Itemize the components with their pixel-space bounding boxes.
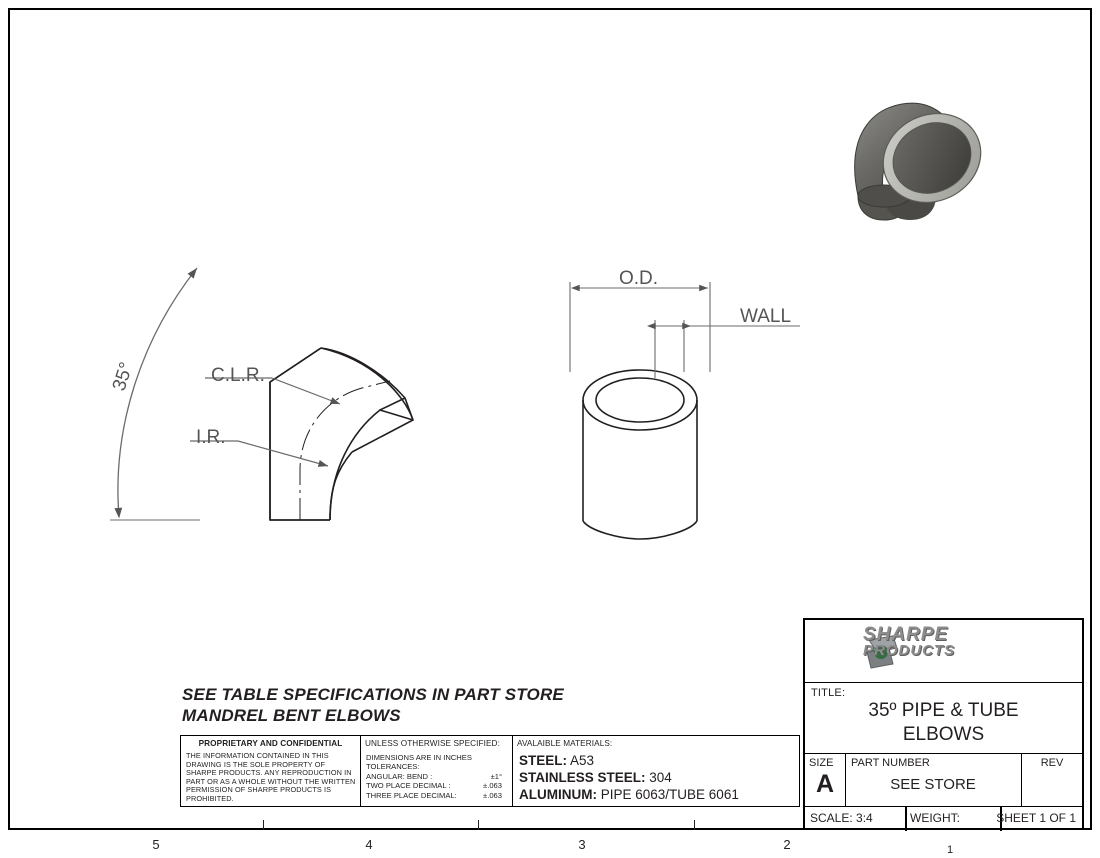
tolerance-label: ANGULAR: BEND : <box>366 771 433 781</box>
material-value: A53 <box>570 753 595 768</box>
tolerance-units: DIMENSIONS ARE IN INCHES <box>366 753 472 762</box>
weight-label: WEIGHT: <box>910 811 960 825</box>
material-label: STEEL: <box>519 753 568 768</box>
part-number-row <box>805 754 1082 807</box>
wall-label: WALL <box>740 306 792 327</box>
zone-label-4: 4 <box>365 837 373 852</box>
material-row <box>519 786 799 803</box>
tolerance-value: ±.063 <box>483 790 502 800</box>
zone-label-5: 5 <box>152 837 160 852</box>
rev-label: REV <box>1040 757 1064 769</box>
title-label: TITLE: <box>811 687 846 699</box>
ir-label: I.R. <box>196 427 226 448</box>
tolerance-row <box>366 772 508 781</box>
zone-label-2: 2 <box>783 837 791 852</box>
size-value: A <box>815 770 835 798</box>
specifications-heading-line2: MANDREL BENT ELBOWS <box>182 706 401 725</box>
logo-row <box>805 620 1082 683</box>
proprietary-column <box>181 736 361 806</box>
tolerance-label: THREE PLACE DECIMAL: <box>366 790 457 800</box>
material-label: STAINLESS STEEL: <box>519 770 646 785</box>
scale-value: SCALE: 3:4 <box>810 811 873 825</box>
material-row <box>519 769 799 786</box>
zone-label-1: 1 <box>946 844 954 856</box>
part-number-label: PART NUMBER <box>851 757 930 769</box>
od-label: O.D. <box>619 268 659 289</box>
clr-label: C.L.R. <box>211 365 265 386</box>
tolerance-title: TOLERANCES: <box>366 762 420 772</box>
tolerance-label: TWO PLACE DECIMAL : <box>366 781 451 791</box>
materials-heading: AVALAIBLE MATERIALS: <box>517 739 613 748</box>
tolerances-column <box>361 736 513 806</box>
scale-row <box>805 807 1082 831</box>
logo-text-line2: PRODUCTS <box>863 642 956 659</box>
part-number-value: SEE STORE <box>890 776 976 793</box>
tolerance-value: ±1° <box>490 771 502 781</box>
material-label: ALUMINUM: <box>519 787 597 802</box>
specifications-heading <box>182 684 564 726</box>
part-number-cell <box>845 754 1022 806</box>
angle-dimension-label: 35° <box>108 359 138 394</box>
materials-column <box>513 736 799 806</box>
size-cell <box>805 754 846 806</box>
sheet-number: SHEET 1 OF 1 <box>996 811 1076 825</box>
drawing-title-line1: 35º PIPE & TUBE <box>868 700 1019 721</box>
logo-text-line1: SHARPE <box>863 624 949 645</box>
material-row <box>519 752 799 769</box>
title-row <box>805 683 1082 754</box>
size-label: SIZE <box>809 757 834 769</box>
zone-label-3: 3 <box>578 837 586 852</box>
tolerance-row <box>366 791 508 800</box>
material-value: 304 <box>649 770 672 785</box>
title-block <box>803 618 1084 830</box>
tolerances-heading: UNLESS OTHERWISE SPECIFIED: <box>365 739 500 748</box>
tolerance-value: ±.063 <box>483 781 502 791</box>
material-value: PIPE 6063/TUBE 6061 <box>600 787 739 802</box>
tolerance-row <box>366 781 508 790</box>
rev-cell <box>1022 754 1082 806</box>
proprietary-heading: PROPRIETARY AND CONFIDENTIAL <box>198 739 343 748</box>
specifications-heading-line1: SEE TABLE SPECIFICATIONS IN PART STORE <box>182 685 564 704</box>
drawing-title-line2: ELBOWS <box>902 724 985 745</box>
notes-block <box>180 735 800 807</box>
proprietary-body: THE INFORMATION CONTAINED IN THIS DRAWING IS THE SOLE PROPERTY OF SHARPE PRODUCTS. ANY REPRODUCTION IN PART OR AS A WHOLE WITHOUT THE WRITTEN PERMISSION OF SHARPE PRODUCTS IS PROHIBITED. <box>186 751 356 803</box>
